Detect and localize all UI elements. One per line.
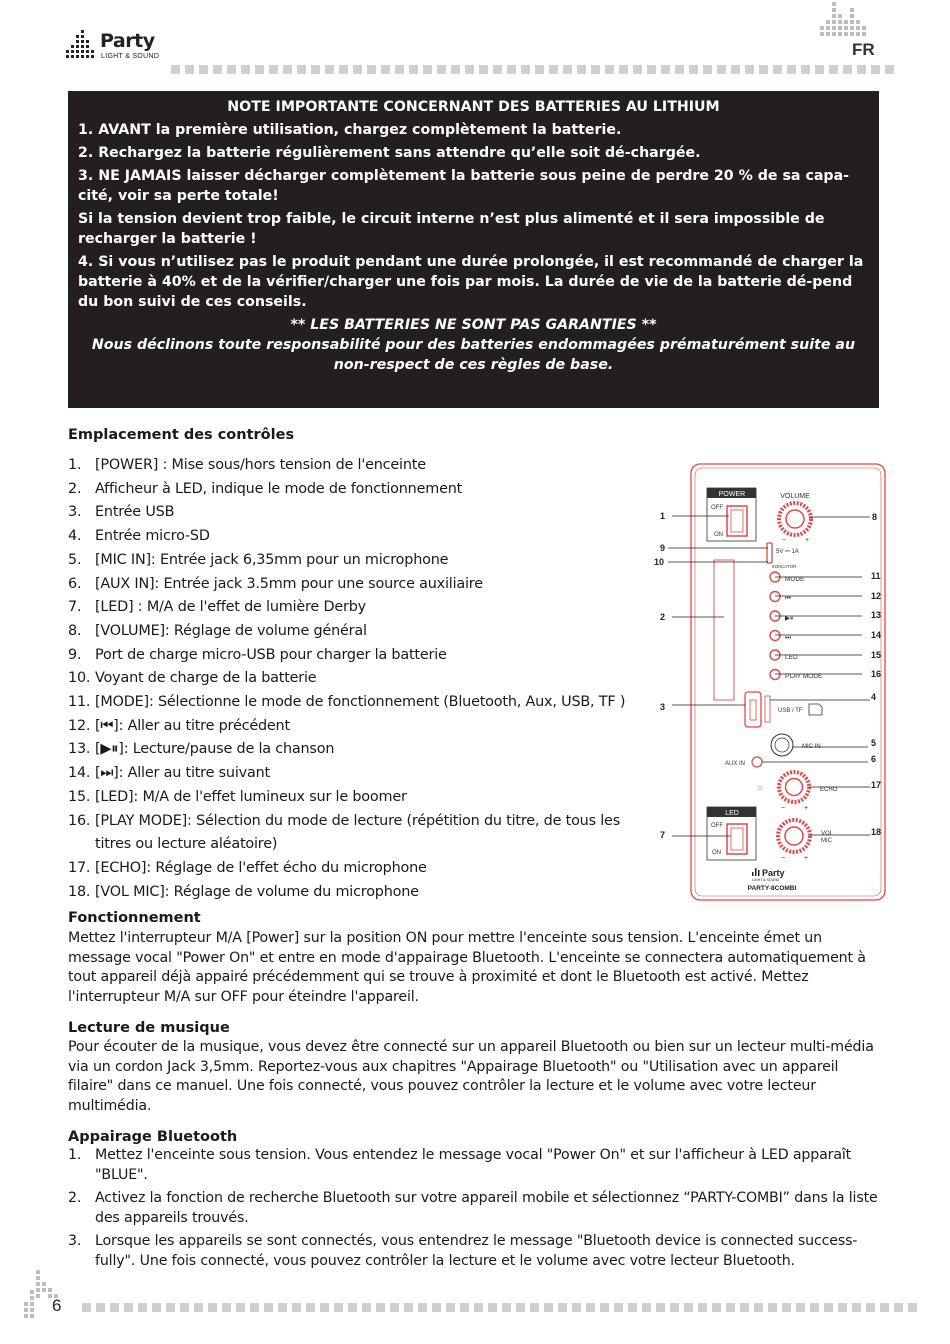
- svg-text:10: 10: [654, 557, 665, 567]
- power-on-label: ON: [714, 532, 723, 538]
- step-text: Mettez l'enceinte sous tension. Vous entendez le message vocal "Power On" et sur l'afficheur à LED apparaît "BLUE".: [95, 1147, 852, 1183]
- svg-text:14: 14: [871, 630, 882, 640]
- led-on-label: ON: [712, 850, 721, 856]
- led-button-label: LED: [785, 654, 798, 661]
- control-item-text: Entrée micro-SD: [95, 528, 210, 545]
- dash: [460, 1303, 469, 1312]
- echo-label: ECHO: [820, 787, 838, 793]
- dash: [507, 65, 516, 74]
- dash: [404, 1303, 413, 1312]
- control-item-number: 12.: [68, 717, 91, 734]
- control-item-text: Voyant de charge de la batterie: [95, 670, 317, 687]
- control-item-number: 4.: [68, 528, 82, 545]
- dash: [213, 65, 222, 74]
- dash: [255, 65, 264, 74]
- panel-brand-sub: LIGHT & SOUND: [752, 878, 780, 882]
- dash: [908, 1303, 917, 1312]
- dash: [171, 65, 180, 74]
- dash: [558, 1303, 567, 1312]
- equalizer-logo-icon: [66, 28, 98, 60]
- dash: [227, 65, 236, 74]
- control-item: [68, 810, 648, 857]
- dash: [838, 1303, 847, 1312]
- led-off-label: OFF: [711, 823, 723, 829]
- warning-item: Si la tension devient trop faible, le circuit interne n’est plus alimenté et il sera impossible de recharger la batterie !: [78, 211, 825, 247]
- dash: [362, 1303, 371, 1312]
- control-item-text: [▶⏸]: Lecture/pause de la chanson: [95, 741, 335, 758]
- power-off-label: OFF: [711, 505, 723, 511]
- vol-mic-label-1: VOL: [821, 831, 834, 837]
- control-item-number: 8.: [68, 622, 82, 639]
- dash: [675, 65, 684, 74]
- dash: [451, 65, 460, 74]
- echo-knob: [786, 779, 803, 796]
- dash: [269, 65, 278, 74]
- dash: [465, 65, 474, 74]
- svg-text:2: 2: [660, 612, 666, 622]
- dash: [591, 65, 600, 74]
- dash: [194, 1303, 203, 1312]
- dash: [241, 65, 250, 74]
- dash: [703, 65, 712, 74]
- control-item-number: 14.: [68, 765, 91, 782]
- dash: [376, 1303, 385, 1312]
- page-number: 6: [52, 1296, 62, 1315]
- control-item: [68, 857, 648, 881]
- dash: [278, 1303, 287, 1312]
- dash: [572, 1303, 581, 1312]
- dash: [409, 65, 418, 74]
- vol-mic-plus: +: [804, 855, 809, 862]
- dash: [152, 1303, 161, 1312]
- svg-text:11: 11: [871, 571, 881, 581]
- dash: [502, 1303, 511, 1312]
- step-number: 3.: [68, 1233, 82, 1249]
- lecture-heading: Lecture de musique: [68, 1020, 230, 1036]
- fonctionnement-text: Mettez l'interrupteur M/A [Power] sur la position ON pour mettre l'enceinte sous tension. L'enceinte émet un message vocal "Power On" et entre en mode d'appairage Bluetooth. L'enceinte se connectera automatiquement à tout appareil déjà appairé précédemment qui se trouve à proximité et dont le Bluetooth est activé. Mettez l'interrupteur M/A sur OFF pour éteindre l'appareil.: [68, 930, 866, 1005]
- control-item: [68, 454, 648, 478]
- footer-dash-separator: [82, 1303, 917, 1312]
- dash: [880, 1303, 889, 1312]
- power-label: POWER: [718, 491, 746, 498]
- sd-slot: [765, 696, 770, 722]
- svg-text:6: 6: [871, 754, 877, 764]
- step-text: Lorsque les appareils se sont connectés, vous entendrez le message "Bluetooth device is connected success-fully". Une fois connecté, vous pouvez contrôler la lecture et le volume avec votre lecteur Bluetooth.: [95, 1233, 858, 1269]
- control-item: [68, 620, 648, 644]
- panel-brand-icon: [752, 868, 760, 876]
- header-dash-separator: [171, 65, 894, 74]
- dash: [600, 1303, 609, 1312]
- control-item: [68, 478, 648, 502]
- dash: [432, 1303, 441, 1312]
- dash: [754, 1303, 763, 1312]
- dash: [395, 65, 404, 74]
- play-mode-button: [770, 670, 780, 680]
- mode-label: MODE: [785, 576, 805, 583]
- dash: [866, 1303, 875, 1312]
- controls-list: [68, 454, 648, 904]
- dash: [521, 65, 530, 74]
- svg-text:16: 16: [871, 669, 882, 679]
- usb-port: [745, 692, 761, 727]
- dash: [320, 1303, 329, 1312]
- micro-usb-port: [767, 543, 772, 563]
- step-item: [68, 1232, 888, 1271]
- dash: [871, 65, 880, 74]
- dash: [740, 1303, 749, 1312]
- warning-item: 1. AVANT la première utilisation, chargez complètement la batterie.: [78, 122, 622, 138]
- dash: [628, 1303, 637, 1312]
- appairage-heading: Appairage Bluetooth: [68, 1129, 238, 1145]
- dash: [493, 65, 502, 74]
- control-item-text: [MODE]: Sélectionne le mode de fonctionnement (Bluetooth, Aux, USB, TF ): [95, 694, 626, 711]
- dash: [124, 1303, 133, 1312]
- control-item-number: 6.: [68, 575, 82, 592]
- dash: [222, 1303, 231, 1312]
- control-item-number: 16.: [68, 812, 91, 829]
- dash: [446, 1303, 455, 1312]
- control-item-number: 9.: [68, 646, 82, 663]
- control-item-number: 13.: [68, 741, 91, 758]
- dash: [745, 65, 754, 74]
- svg-text:13: 13: [871, 610, 882, 620]
- dash: [292, 1303, 301, 1312]
- control-item: [68, 525, 648, 549]
- dash: [306, 1303, 315, 1312]
- mic-in-jack: [771, 734, 793, 756]
- dash: [283, 65, 292, 74]
- dash: [726, 1303, 735, 1312]
- control-item-text: [AUX IN]: Entrée jack 3.5mm pour une source auxiliaire: [95, 575, 483, 592]
- control-item-number: 5.: [68, 551, 82, 568]
- dash: [782, 1303, 791, 1312]
- control-item-text: [⏭]: Aller au titre suivant: [95, 765, 270, 782]
- dash: [577, 65, 586, 74]
- control-item-number: 1.: [68, 457, 82, 473]
- control-item: [68, 762, 648, 786]
- charge-label: 5V ⎓ 1A: [776, 549, 799, 555]
- dash: [670, 1303, 679, 1312]
- vol-mic-knob: [785, 827, 803, 845]
- control-item-text: Entrée USB: [95, 504, 175, 521]
- dash: [423, 65, 432, 74]
- dash: [418, 1303, 427, 1312]
- dash: [656, 1303, 665, 1312]
- dash: [264, 1303, 273, 1312]
- svg-text:15: 15: [871, 650, 882, 660]
- dash: [885, 65, 894, 74]
- control-item: [68, 715, 648, 739]
- control-item-text: [MIC IN]: Entrée jack 6,35mm pour un microphone: [95, 551, 449, 568]
- dash: [138, 1303, 147, 1312]
- dash: [530, 1303, 539, 1312]
- svg-text:7: 7: [660, 830, 666, 840]
- small-indicator: [758, 786, 762, 790]
- volume-minus: −: [782, 537, 787, 544]
- dash: [633, 65, 642, 74]
- dash: [544, 1303, 553, 1312]
- dash: [614, 1303, 623, 1312]
- dash: [325, 65, 334, 74]
- step-item: [68, 1189, 888, 1228]
- fonctionnement-heading: Fonctionnement: [68, 910, 201, 926]
- dash: [474, 1303, 483, 1312]
- volume-knob: [786, 510, 804, 528]
- lithium-battery-warning: [68, 91, 879, 408]
- dash: [250, 1303, 259, 1312]
- dash: [689, 65, 698, 74]
- dash: [208, 1303, 217, 1312]
- dash: [367, 65, 376, 74]
- dash: [180, 1303, 189, 1312]
- next-label: ⏭: [785, 634, 791, 641]
- control-panel-diagram: [652, 460, 892, 910]
- control-item-number: 15.: [68, 788, 91, 805]
- warning-disclaimer-title: ** LES BATTERIES NE SONT PAS GARANTIES **: [290, 317, 657, 333]
- dash: [353, 65, 362, 74]
- sd-card-icon: [809, 704, 822, 715]
- callout-lines: [668, 516, 870, 836]
- dash: [661, 65, 670, 74]
- control-item: [68, 501, 648, 525]
- dash: [390, 1303, 399, 1312]
- dash: [110, 1303, 119, 1312]
- control-item: [68, 573, 648, 597]
- appairage-steps: [68, 1146, 888, 1275]
- panel-model: PARTY-8COMBI: [747, 885, 797, 892]
- equalizer-decoration-icon: [818, 0, 874, 38]
- control-item-text: [VOLUME]: Réglage de volume général: [95, 622, 367, 639]
- dash: [311, 65, 320, 74]
- dash: [773, 65, 782, 74]
- dash: [348, 1303, 357, 1312]
- echo-plus: +: [804, 805, 809, 812]
- step-text: Activez la fonction de recherche Bluetooth sur votre appareil mobile et sélectionnez “PARTY-COMBI” dans la liste des appareils trouvés.: [95, 1190, 878, 1226]
- play-mode-label: PLAY MODE: [785, 673, 823, 680]
- volume-label: VOLUME: [780, 493, 810, 500]
- mic-in-label: MIC IN: [802, 744, 821, 750]
- vol-mic-label-2: MIC: [821, 838, 832, 844]
- control-item-text: [LED] : M/A de l'effet de lumière Derby: [95, 599, 366, 616]
- dash: [437, 65, 446, 74]
- dash: [642, 1303, 651, 1312]
- dash: [185, 65, 194, 74]
- dash: [535, 65, 544, 74]
- dash: [334, 1303, 343, 1312]
- control-item-text: [LED]: M/A de l'effet lumineux sur le boomer: [95, 788, 407, 805]
- dash: [810, 1303, 819, 1312]
- dash: [712, 1303, 721, 1312]
- next-button: [770, 631, 780, 641]
- svg-text:8: 8: [872, 512, 878, 522]
- dash: [82, 1303, 91, 1312]
- usb-tf-label: USB / TF: [778, 708, 803, 714]
- control-item-number: 7.: [68, 599, 82, 616]
- dash: [516, 1303, 525, 1312]
- echo-minus: −: [781, 805, 786, 812]
- warning-item: 3. NE JAMAIS laisser décharger complètement la batterie sous peine de perdre 20 % de sa capa-cité, voir sa perte totale!: [78, 168, 850, 204]
- dash: [619, 65, 628, 74]
- control-item-text: Afficheur à LED, indique le mode de fonctionnement: [95, 480, 463, 497]
- control-item-number: 10.: [68, 670, 91, 687]
- dash: [96, 1303, 105, 1312]
- svg-text:3: 3: [660, 702, 666, 712]
- control-item-text: [ECHO]: Réglage de l'effet écho du microphone: [95, 859, 427, 876]
- control-item-number: 18.: [68, 883, 91, 900]
- dash: [801, 65, 810, 74]
- control-item-text: Port de charge micro-USB pour charger la batterie: [95, 646, 447, 663]
- warning-item: 2. Rechargez la batterie régulièrement sans attendre qu’elle soit dé-chargée.: [78, 145, 701, 161]
- svg-text:12: 12: [871, 591, 882, 601]
- dash: [488, 1303, 497, 1312]
- control-item: [68, 667, 648, 691]
- dash: [549, 65, 558, 74]
- volume-plus: +: [805, 537, 810, 544]
- svg-text:17: 17: [871, 780, 882, 790]
- step-number: 2.: [68, 1190, 82, 1206]
- warning-title: NOTE IMPORTANTE CONCERNANT DES BATTERIES AU LITHIUM: [227, 99, 720, 115]
- language-badge: FR: [852, 40, 875, 59]
- led-switch-label: LED: [725, 810, 739, 817]
- dash: [684, 1303, 693, 1312]
- svg-text:1: 1: [660, 511, 666, 521]
- control-item-number: 2.: [68, 480, 82, 497]
- dash: [894, 1303, 903, 1312]
- dash: [768, 1303, 777, 1312]
- dash: [852, 1303, 861, 1312]
- control-item: [68, 786, 648, 810]
- control-item: [68, 738, 648, 762]
- logo-subtitle: LIGHT & SOUND: [101, 53, 160, 60]
- dash: [815, 65, 824, 74]
- indicator-label: INDICATOR: [772, 564, 797, 569]
- led-display: [714, 560, 734, 700]
- step-item: [68, 1146, 888, 1185]
- prev-label: ⏮: [785, 595, 791, 602]
- dash: [199, 65, 208, 74]
- dash: [731, 65, 740, 74]
- playpause-label: ▶⏸: [785, 615, 794, 622]
- step-number: 1.: [68, 1147, 82, 1163]
- warning-disclaimer-text: Nous déclinons toute responsabilité pour des batteries endommagées prématurément suite au non-respect de ces règles de base.: [91, 337, 856, 373]
- panel-brand: Party: [762, 868, 785, 878]
- control-item-number: 11.: [68, 694, 91, 711]
- lecture-text: Pour écouter de la musique, vous devez être connecté sur un appareil Bluetooth ou bien sur un lecteur multi-média via un cordon Jack 3,5mm. Reportez-vous aux chapitres "Appairage Bluetooth" ou "Utilisation avec un appareil filaire" dans ce manuel. Une fois connecté, vous pouvez contrôler la lecture et le volume avec votre lecteur multimédia.: [68, 1039, 874, 1114]
- dash: [339, 65, 348, 74]
- dash: [166, 1303, 175, 1312]
- dash: [824, 1303, 833, 1312]
- dash: [698, 1303, 707, 1312]
- prev-button: [770, 592, 780, 602]
- led-rocker: [727, 824, 747, 854]
- svg-text:5: 5: [871, 738, 877, 748]
- button-column: [770, 572, 780, 680]
- dash: [605, 65, 614, 74]
- dash: [297, 65, 306, 74]
- control-item-text: [PLAY MODE]: Sélection du mode de lecture (répétition du titre, de tous les titres ou lecture aléatoire): [95, 812, 621, 853]
- control-item: [68, 596, 648, 620]
- power-rocker: [727, 506, 747, 536]
- dash: [796, 1303, 805, 1312]
- warning-item: 4. Si vous n’utilisez pas le produit pendant une durée prolongée, il est recommandé de charger la batterie à 40% et de la vérifier/charger une fois par mois. La durée de vie de la batterie dé-pend du bon suivi de ces conseils.: [78, 254, 864, 310]
- dash: [236, 1303, 245, 1312]
- dash: [843, 65, 852, 74]
- control-item-number: 3.: [68, 504, 82, 521]
- logo-title: Party: [100, 30, 155, 52]
- control-item: [68, 549, 648, 573]
- aux-in-jack: [752, 757, 762, 767]
- svg-text:9: 9: [660, 543, 666, 553]
- controls-heading: Emplacement des contrôles: [68, 427, 295, 443]
- vol-mic-minus: −: [781, 855, 786, 862]
- dash: [759, 65, 768, 74]
- svg-text:18: 18: [871, 827, 882, 837]
- control-item-text: [⏮]: Aller au titre précédent: [95, 717, 290, 734]
- dash: [479, 65, 488, 74]
- svg-text:4: 4: [871, 692, 877, 702]
- control-item: [68, 881, 648, 905]
- control-item: [68, 691, 648, 715]
- brand-logo: [66, 24, 166, 64]
- control-item-text: [VOL MIC]: Réglage de volume du microphone: [95, 883, 419, 900]
- control-item-text: [POWER] : Mise sous/hors tension de l'enceinte: [95, 457, 426, 473]
- dash: [381, 65, 390, 74]
- dash: [647, 65, 656, 74]
- control-item: [68, 644, 648, 668]
- dash: [717, 65, 726, 74]
- dash: [829, 65, 838, 74]
- dash: [787, 65, 796, 74]
- dash: [857, 65, 866, 74]
- dash: [586, 1303, 595, 1312]
- aux-in-label: AUX IN: [725, 761, 746, 767]
- control-item-number: 17.: [68, 859, 91, 876]
- dash: [563, 65, 572, 74]
